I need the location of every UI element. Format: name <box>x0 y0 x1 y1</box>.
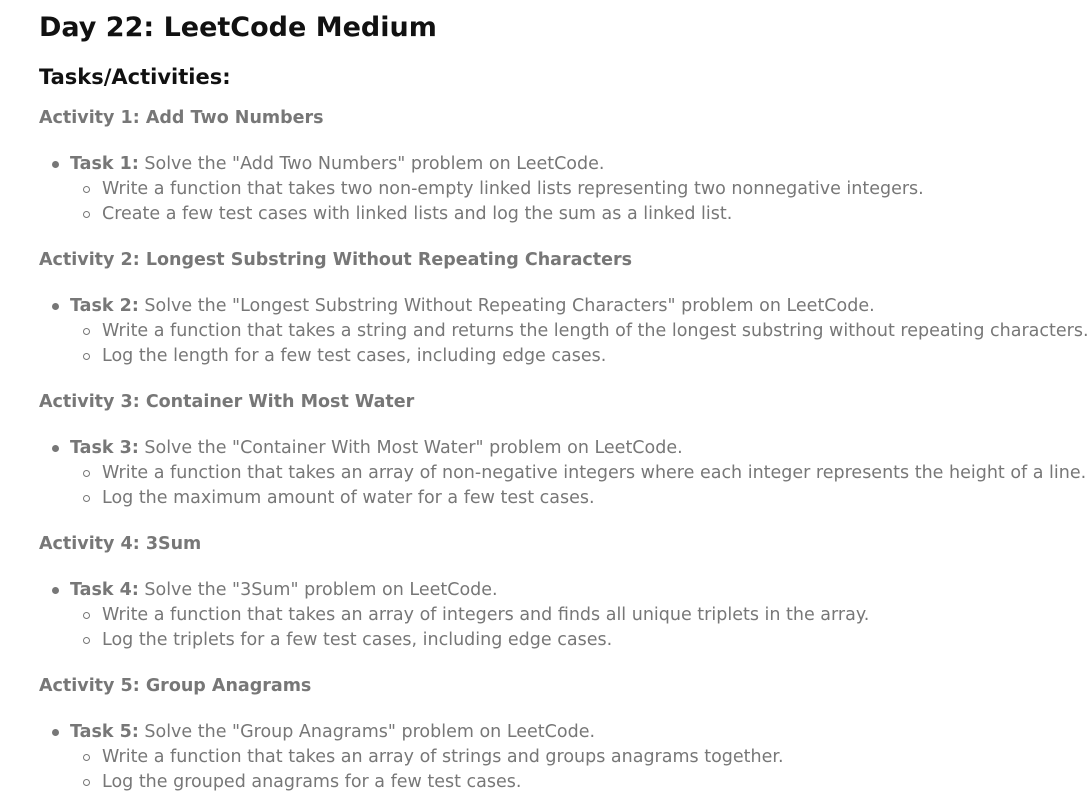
subtask-item: Write a function that takes an array of strings and groups anagrams together. <box>102 747 784 767</box>
bullet-circle-icon <box>83 779 90 786</box>
bullet-circle-icon <box>83 211 90 218</box>
subtask-item: Log the length for a few test cases, including edge cases. <box>102 346 607 366</box>
task-item <box>70 294 875 318</box>
task-item <box>70 152 604 176</box>
bullet-disc-icon <box>52 729 59 736</box>
activity-heading: Activity 2: Longest Substring Without Repeating Characters <box>39 250 633 270</box>
subtask-item: Write a function that takes two non-empty linked lists representing two nonnegative integers. <box>102 179 924 199</box>
activity-heading: Activity 4: 3Sum <box>39 534 202 554</box>
bullet-circle-icon <box>83 328 90 335</box>
activity-3 <box>0 390 1087 510</box>
task-text: Solve the "Add Two Numbers" problem on LeetCode. <box>138 154 605 174</box>
task-label: Task 3: <box>70 438 139 458</box>
subtask-item: Create a few test cases with linked lists and log the sum as a linked list. <box>102 204 733 224</box>
bullet-circle-icon <box>83 495 90 502</box>
task-label: Task 4: <box>70 580 139 600</box>
bullet-disc-icon <box>52 587 59 594</box>
activity-heading: Activity 1: Add Two Numbers <box>39 108 324 128</box>
task-item <box>70 436 683 460</box>
activity-1 <box>0 106 924 226</box>
activity-heading: Activity 3: Container With Most Water <box>39 392 415 412</box>
bullet-disc-icon <box>52 161 59 168</box>
task-text: Solve the "3Sum" problem on LeetCode. <box>138 580 498 600</box>
bullet-circle-icon <box>83 637 90 644</box>
task-item <box>70 578 498 602</box>
subtask-item: Log the maximum amount of water for a few test cases. <box>102 488 595 508</box>
task-text: Solve the "Group Anagrams" problem on LeetCode. <box>138 722 596 742</box>
activity-5 <box>0 674 802 794</box>
bullet-circle-icon <box>83 612 90 619</box>
task-label: Task 1: <box>70 154 139 174</box>
bullet-circle-icon <box>83 353 90 360</box>
activity-2 <box>0 248 1089 368</box>
bullet-circle-icon <box>83 754 90 761</box>
page-title: Day 22: LeetCode Medium <box>39 12 437 43</box>
subtask-item: Write a function that takes an array of integers and finds all unique triplets in the array. <box>102 605 870 625</box>
subtask-item: Write a function that takes a string and returns the length of the longest substring without repeating characters. <box>102 321 1089 341</box>
section-heading-tasks: Tasks/Activities: <box>39 65 231 89</box>
subtask-item: Write a function that takes an array of non-negative integers where each integer represents the height of a line. <box>102 463 1087 483</box>
bullet-circle-icon <box>83 186 90 193</box>
task-text: Solve the "Container With Most Water" problem on LeetCode. <box>138 438 683 458</box>
bullet-disc-icon <box>52 445 59 452</box>
activity-heading: Activity 5: Group Anagrams <box>39 676 312 696</box>
bullet-circle-icon <box>83 470 90 477</box>
task-label: Task 2: <box>70 296 139 316</box>
task-text: Solve the "Longest Substring Without Repeating Characters" problem on LeetCode. <box>138 296 875 316</box>
subtask-item: Log the grouped anagrams for a few test cases. <box>102 772 522 792</box>
task-item <box>70 720 595 744</box>
bullet-disc-icon <box>52 303 59 310</box>
subtask-item: Log the triplets for a few test cases, including edge cases. <box>102 630 613 650</box>
task-label: Task 5: <box>70 722 139 742</box>
activity-4 <box>0 532 870 652</box>
